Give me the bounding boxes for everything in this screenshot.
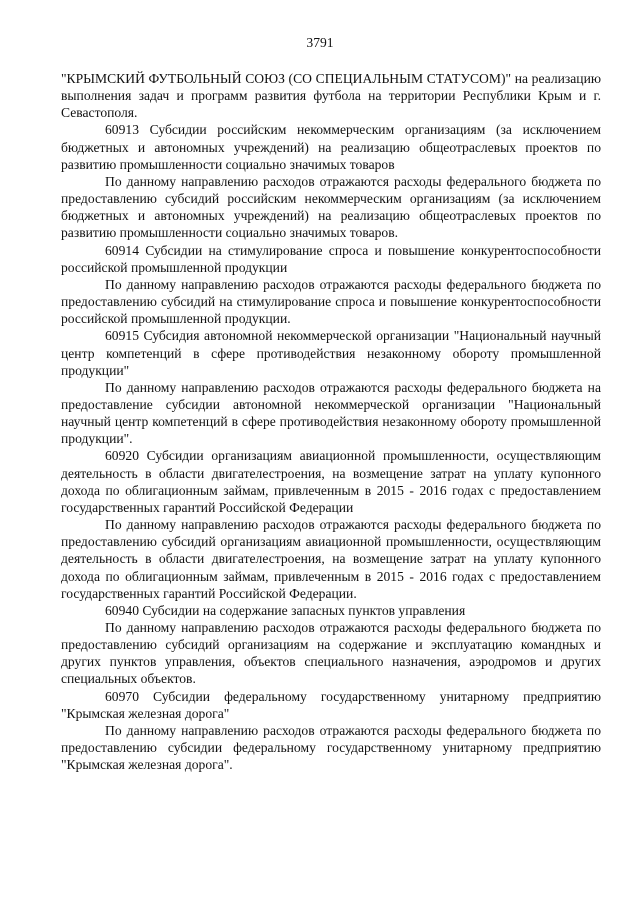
description-60915: По данному направлению расходов отражаются расходы федерального бюджета на предоставление субсидии автономной некоммерческой организации "Национальный научный центр компетенций в сфере противодействия незаконному обороту промышленной продукции". <box>61 379 601 447</box>
code-heading-60920: 60920 Субсидии организациям авиационной промышленности, осуществляющим деятельность в области двигателестроения, на возмещение затрат на уплату купонного дохода по облигационным займам, привлеченным в 2015 - 2016 годах с предоставлением государственных гарантий Российской Федерации <box>61 448 601 515</box>
description-60913: По данному направлению расходов отражаются расходы федерального бюджета по предоставлению субсидий российским некоммерческим организациям (за исключением бюджетных и автономных учреждений) на реализацию общеотраслевых проектов по развитию промышленности социально значимых товаров. <box>61 173 601 241</box>
paragraph-continuation: "КРЫМСКИЙ ФУТБОЛЬНЫЙ СОЮЗ (СО СПЕЦИАЛЬНЫМ СТАТУСОМ)" на реализацию выполнения задач и программ развития футбола на территории Республики Крым и г. Севастополя. <box>61 71 601 121</box>
description-60914: По данному направлению расходов отражаются расходы федерального бюджета по предоставлению субсидий на стимулирование спроса и повышение конкурентоспособности российской промышленной продукции. <box>61 276 601 327</box>
description-60920: По данному направлению расходов отражаются расходы федерального бюджета по предоставлению субсидий организациям авиационной промышленности, осуществляющим деятельность в области двигателестроения, на возмещение затрат на уплату купонного дохода по облигационным займам, привлеченным в 2015 - 2016 годах с предоставлением государственных гарантий Российской Федерации. <box>61 517 601 601</box>
description-60970: По данному направлению расходов отражаются расходы федерального бюджета по предоставлению субсидии федеральному государственному унитарному предприятию "Крымская железная дорога". <box>61 722 601 773</box>
code-heading-60970: 60970 Субсидии федеральному государственному унитарному предприятию "Крымская железная дорога" <box>61 688 601 721</box>
code-heading-60914: 60914 Субсидии на стимулирование спроса и повышение конкурентоспособности российской промышленной продукции <box>61 242 601 275</box>
document-body <box>61 70 601 773</box>
page-number: 3791 <box>306 35 334 50</box>
code-heading-60940: 60940 Субсидии на содержание запасных пунктов управления <box>105 602 466 618</box>
description-60940: По данному направлению расходов отражаются расходы федерального бюджета по предоставлению субсидий организациям на содержание и эксплуатацию командных и других пунктов управления, объектов специального назначения, аэродромов и других специальных объектов. <box>61 620 601 687</box>
code-heading-60913: 60913 Субсидии российским некоммерческим организациям (за исключением бюджетных и автономных учреждений) на реализацию общеотраслевых проектов по развитию промышленности социально значимых товаров <box>61 122 601 172</box>
code-heading-60915: 60915 Субсидия автономной некоммерческой организации "Национальный научный центр компетенций в сфере противодействия незаконному обороту промышленной продукции" <box>61 328 601 378</box>
